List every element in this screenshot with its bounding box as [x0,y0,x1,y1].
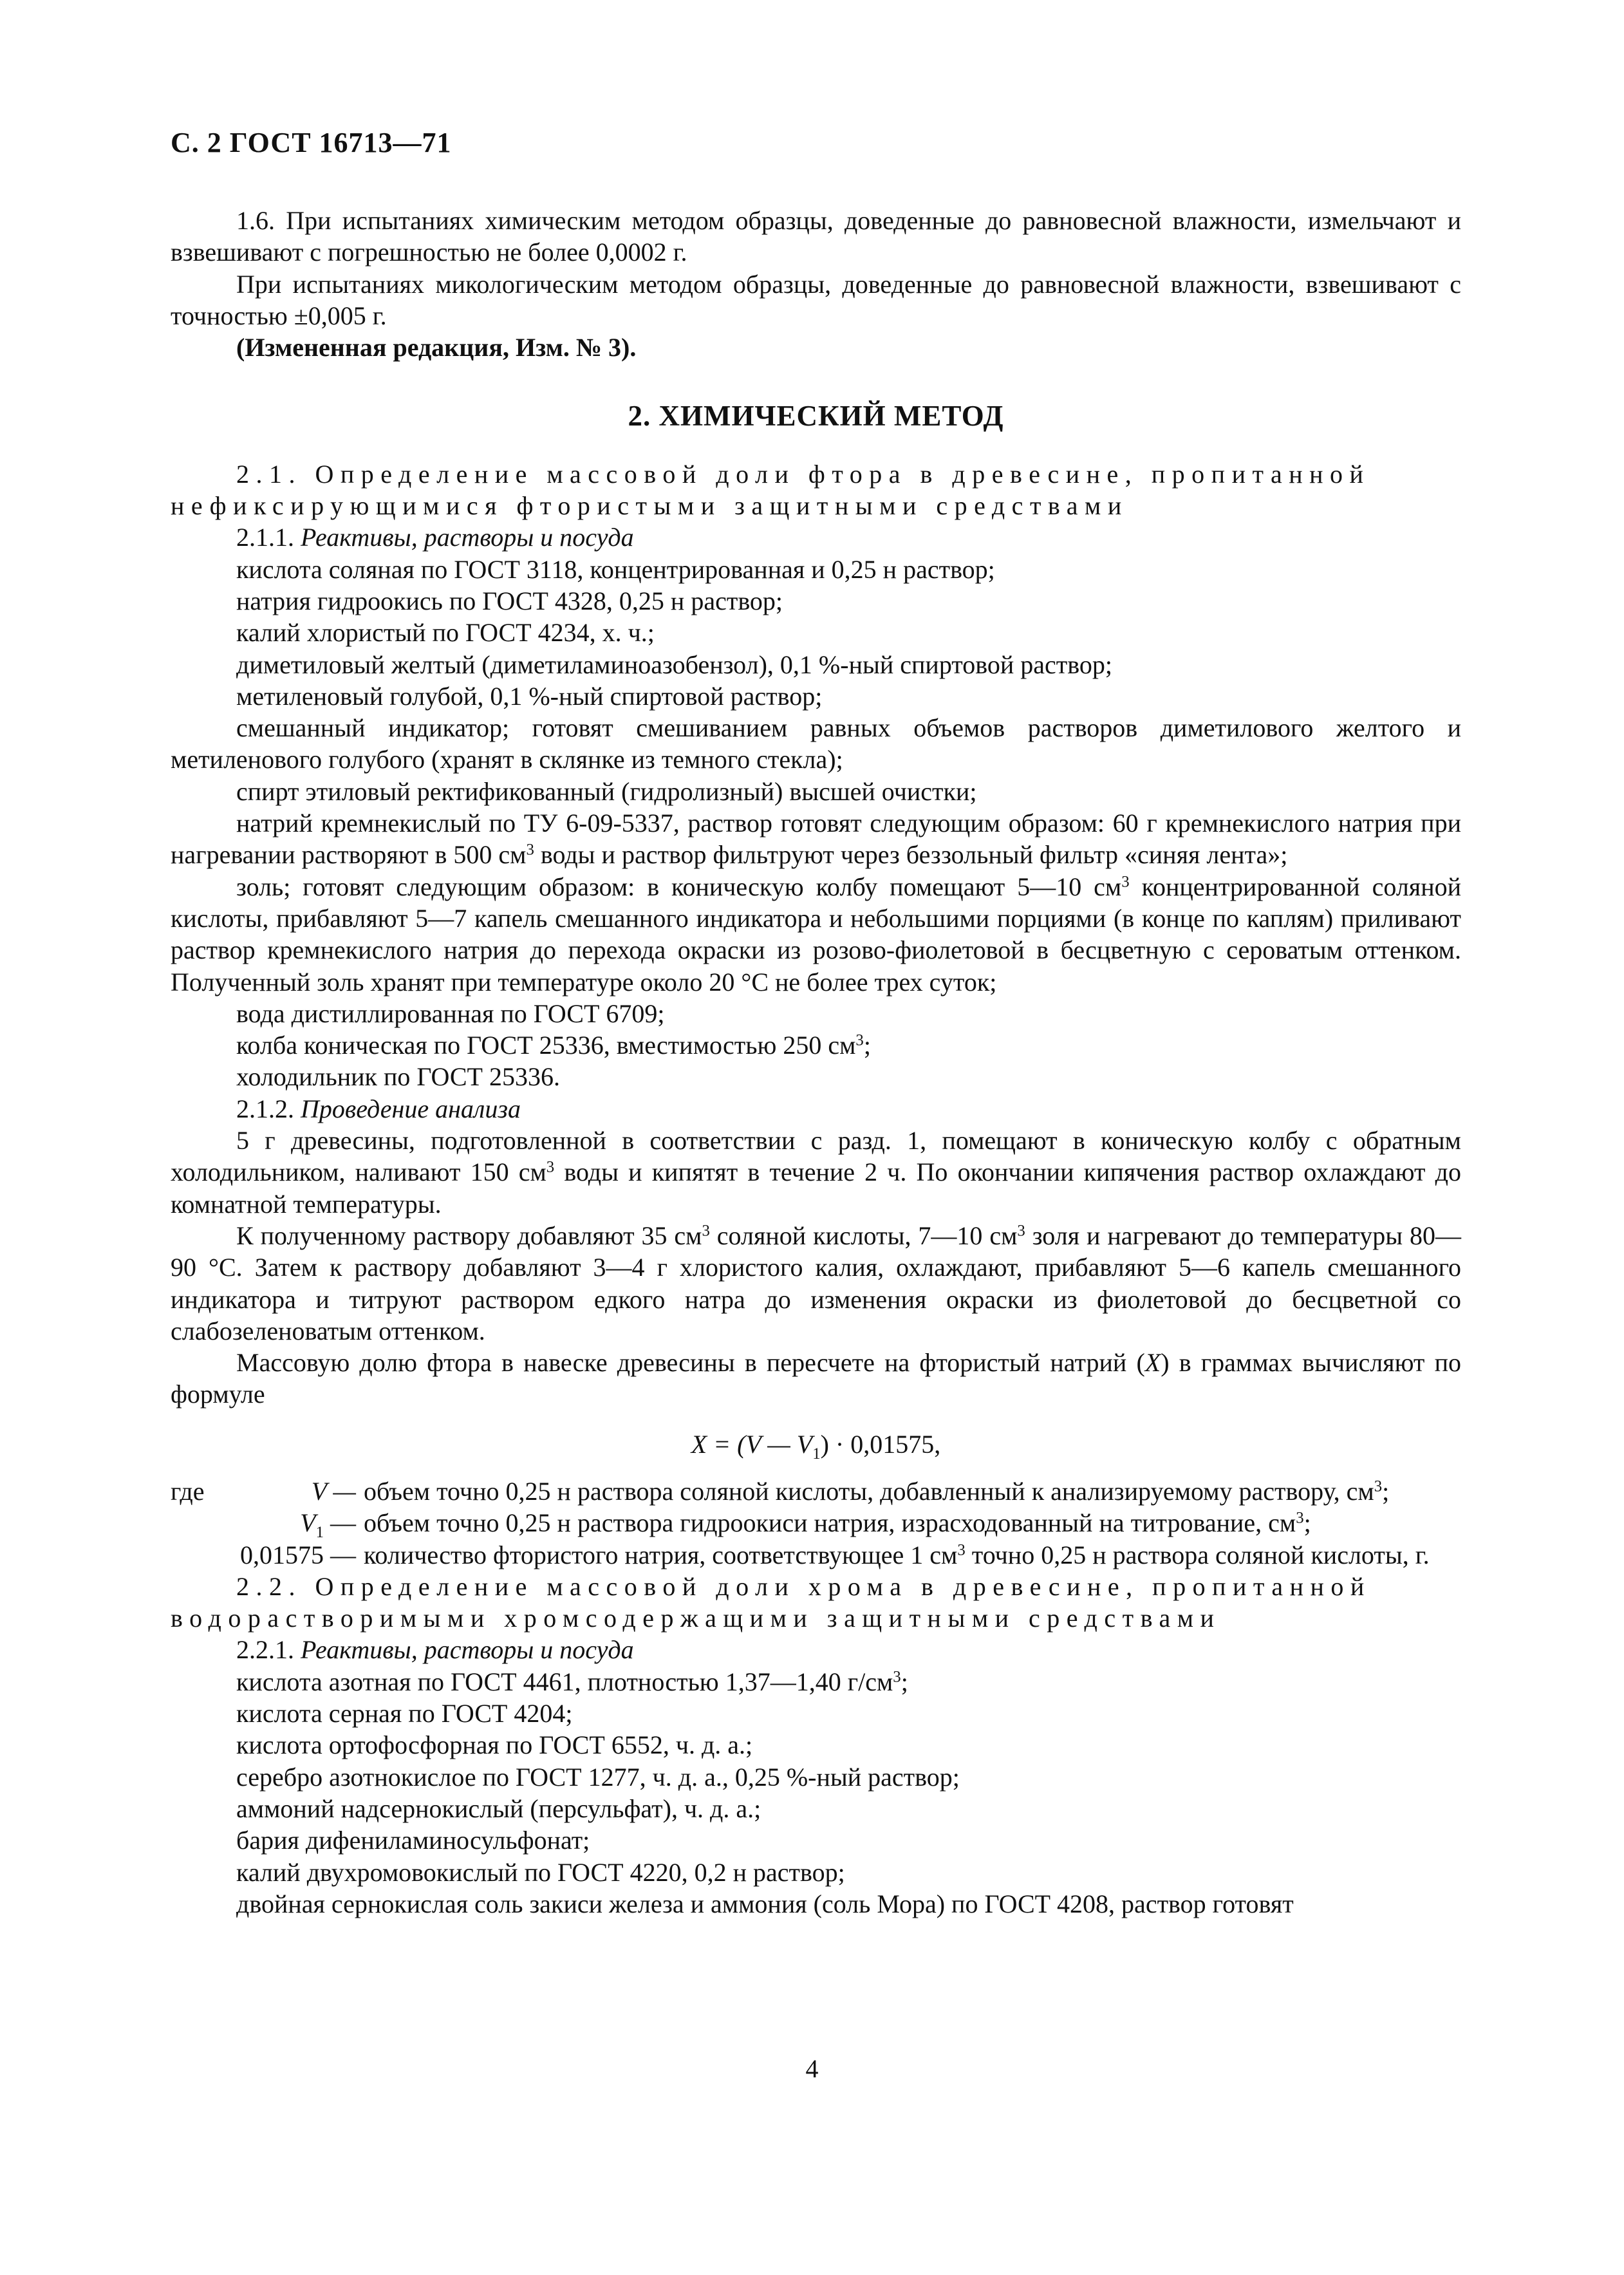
term-v: V — [311,1476,356,1506]
definition-term [171,1475,364,1507]
text-run: натрий кремнекислый по ТУ 6-09-5337, раствор готовят следующим образом: 60 г кремнекислого натрия при нагревании растворяют в 500 см [171,809,1461,870]
text-run: объем точно 0,25 н раствора соляной кислоты, добавленный к анализируемому раствору, см [364,1476,1374,1506]
superscript: 3 [893,1668,901,1686]
subsection-2-1-1 [171,521,1461,553]
text-run: 5 г древесины, подготовленной в соответствии с разд. 1, помещают в коническую колбу с обратным холодильником, наливают 150 см [171,1126,1461,1187]
text-run: воды и кипятят в течение 2 ч. По окончании кипячения раствор охлаждают до комнатной температуры. [171,1157,1461,1219]
reagent-item: бария дифениламиносульфонат; [236,1826,590,1855]
subsection-2-1-2 [171,1093,1461,1125]
amendment-note: (Измененная редакция, Изм. № 3). [236,333,637,362]
subsection-number: 2.1.1. [236,523,294,552]
variable-x: X [1144,1348,1161,1378]
formula [171,1428,1461,1463]
definition-term: 0,01575 — [240,1540,356,1569]
subsection-2-2-1 [171,1634,1461,1665]
analysis-paragraph-3 [171,1347,1461,1410]
section-title-chemical-method: 2. ХИМИЧЕСКИЙ МЕТОД [628,400,1004,433]
section-2-1-title: 2.1. Определение массовой доли фтора в древесине, пропитанной нефиксирующимися фтористыми защитными средствами [171,459,1370,521]
text-run: колба коническая по ГОСТ 25336, вместимостью 250 см [236,1031,856,1060]
subsection-number: 2.2.1. [236,1635,294,1665]
reagent-item: калий хлористый по ГОСТ 4234, х. ч.; [236,618,655,648]
subscript: 1 [315,1524,324,1542]
text-run: концентрированной соляной кислоты, прибавляют 5—7 капель смешанного индикатора и небольшими порциями (в конце по каплям) приливают раствор кремнекислого натрия до перехода окраски из розово-фиолетовой в бесцветную с сероватым оттенком. Полученный золь хранят при температуре около 20 °С не более трех суток; [171,872,1462,997]
definition-term [171,1507,364,1542]
reagent-item: натрия гидроокись по ГОСТ 4328, 0,25 н раствор; [236,586,783,615]
reagent-item: серебро азотнокислое по ГОСТ 1277, ч. д. а., 0,25 %-ный раствор; [236,1762,960,1792]
text-run: К полученному раствору добавляют 35 см [236,1221,702,1250]
formula-part: X = (V — V [691,1429,813,1459]
paragraph-1-6-mycological: При испытаниях микологическим методом образцы, доведенные до равновесной влажности, взвешивают с точностью ±0,005 г. [171,269,1461,330]
reagent-item: двойная сернокислая соль закиси железа и аммония (соль Мора) по ГОСТ 4208, раствор готовят [236,1889,1294,1918]
reagent-item: диметиловый желтый (диметиламиноазобензол), 0,1 %-ный спиртовой раствор; [236,650,1112,679]
analysis-paragraph-2 [171,1220,1461,1347]
text-run: количество фтористого натрия, соответствующее 1 см [364,1540,958,1569]
reagent-item: холодильник по ГОСТ 25336. [236,1062,560,1092]
superscript: 3 [702,1222,710,1240]
text-run: объем точно 0,25 н раствора гидроокиси натрия, израсходованный на титрование, см [364,1508,1296,1538]
where-label: где [171,1476,205,1506]
text-run: соляной кислоты, 7—10 см [709,1221,1018,1250]
subsection-title: Реактивы, растворы и посуда [301,523,634,552]
superscript: 3 [1121,873,1130,891]
superscript: 3 [526,841,534,859]
reagent-item: кислота соляная по ГОСТ 3118, концентрированная и 0,25 н раствор; [236,554,995,584]
reagent-item: смешанный индикатор; готовят смешиванием равных объемов растворов диметилового желтого и метиленового голубого (хранят в склянке из темного стекла); [171,713,1461,774]
text-run: воды и раствор фильтруют через беззольный фильтр «синяя лента»; [534,840,1288,870]
formula-part: ) · 0,01575, [820,1429,941,1459]
page-number: 4 [805,2054,819,2083]
superscript: 3 [957,1540,966,1559]
reagent-item: кислота серная по ГОСТ 4204; [236,1699,573,1728]
subsection-title: Реактивы, растворы и посуда [301,1635,634,1665]
subsection-number: 2.1.2. [236,1094,294,1123]
reagent-item-flask [171,1029,1461,1061]
term-v1: V [300,1508,316,1538]
reagent-item-sol [171,871,1461,998]
superscript: 3 [1296,1509,1304,1527]
reagent-item-silicate [171,807,1461,871]
text-run: — [324,1508,356,1538]
text-run: ; [1382,1476,1390,1506]
formula-subscript: 1 [812,1445,821,1463]
formula-definitions [171,1475,1461,1571]
text-run: золя и нагревают до температуры 80—90 °С. Затем к раствору добавляют 3—4 г хлористого калия, охлаждают, прибавляют 5—6 капель смешанного индикатора и титруют раствором едкого натра до изменения окраски из фиолетовой до бесцветной со слабозеленоватым оттенком. [171,1221,1461,1345]
reagent-item: кислота ортофосфорная по ГОСТ 6552, ч. д. а.; [236,1730,753,1760]
document-body [171,205,1461,1920]
text-run: кислота азотная по ГОСТ 4461, плотностью 1,37—1,40 г/см [236,1667,893,1696]
text-run: золь; готовят следующим образом: в коническую колбу помещают 5—10 см [236,872,1122,901]
superscript: 3 [1017,1222,1025,1240]
reagent-item: спирт этиловый ректификованный (гидролизный) высшей очистки; [236,776,977,806]
superscript: 3 [546,1158,555,1176]
text-run: ) в граммах вычисляют по формуле [171,1348,1461,1409]
text-run: Массовую долю фтора в навеске древесины в пересчете на фтористый натрий ( [236,1348,1145,1378]
reagent-item: метиленовый голубой, 0,1 %-ный спиртовой раствор; [236,681,823,711]
paragraph-1-6: 1.6. При испытаниях химическим методом образцы, доведенные до равновесной влажности, измельчают и взвешивают с погрешностью не более 0,0002 г. [171,206,1461,267]
section-2-2-title: 2.2. Определение массовой доли хрома в древесине, пропитанной водорастворимыми хромсодержащими защитными средствами [171,1571,1371,1633]
text-run: ; [863,1031,871,1060]
subsection-title: Проведение анализа [301,1094,521,1123]
reagent-item: аммоний надсернокислый (персульфат), ч. д. а.; [236,1793,761,1823]
analysis-paragraph-1 [171,1125,1461,1220]
reagent-item: калий двухромовокислый по ГОСТ 4220, 0,2 н раствор; [236,1857,845,1887]
reagent-item: вода дистиллированная по ГОСТ 6709; [236,998,665,1028]
page-header: С. 2 ГОСТ 16713—71 [171,127,452,158]
definition-text [364,1475,1461,1507]
definition-text [364,1539,1461,1571]
superscript: 3 [1374,1477,1383,1495]
text-run: точно 0,25 н раствора соляной кислоты, г. [965,1540,1430,1569]
reagent-item-nitric [171,1666,1461,1698]
text-run: ; [901,1667,908,1696]
superscript: 3 [855,1031,864,1049]
definition-text [364,1507,1461,1539]
text-run: ; [1303,1508,1311,1538]
